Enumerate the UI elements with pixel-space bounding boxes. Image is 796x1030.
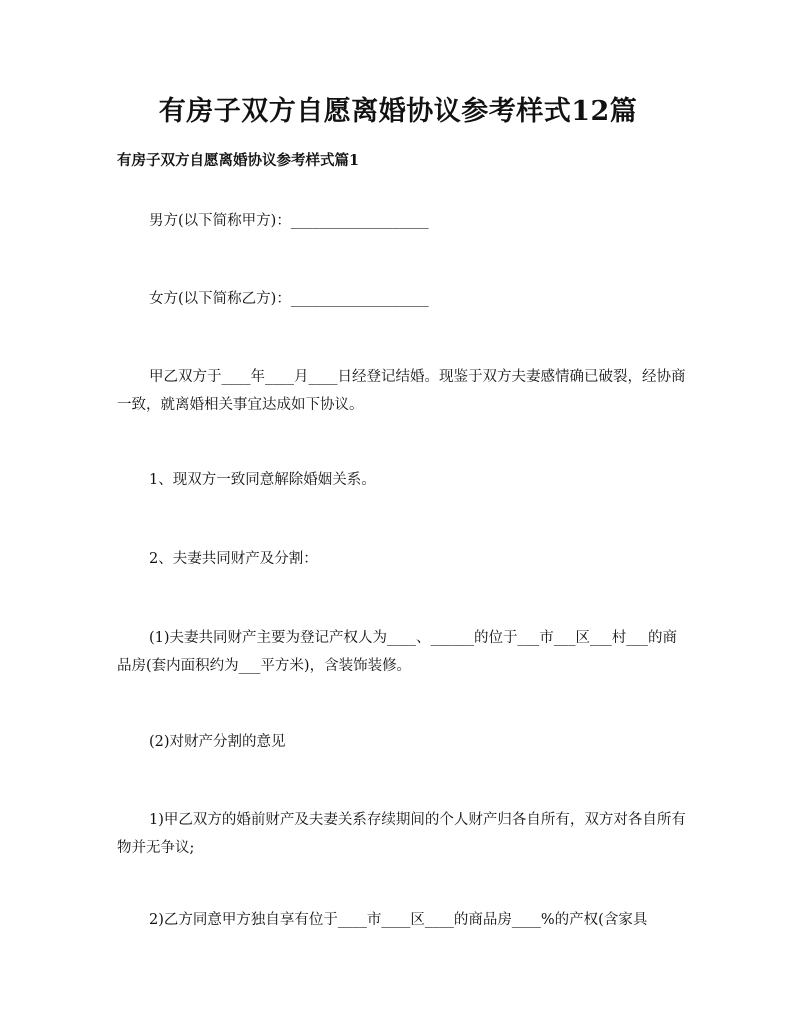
paragraph-clause-2: 2、夫妻共同财产及分割： xyxy=(149,551,318,567)
paragraph-male-party: 男方(以下简称甲方)：___________________ xyxy=(149,213,429,229)
paragraph-clause-2-1: (1)夫妻共同财产主要为登记产权人为____、______的位于___市___区___村___的商品房(套内面积约为___平方米)，含装饰装修。 xyxy=(117,630,678,674)
paragraph-clause-2-2-2: 2)乙方同意甲方独自享有位于____市____区____的商品房____%的产权(含家具 xyxy=(149,912,648,928)
paragraph-clause-2-2: (2)对财产分割的意见 xyxy=(149,734,286,750)
section-heading: 有房子双方自愿离婚协议参考样式篇1 xyxy=(117,152,360,169)
paragraph-clause-2-2-1: 1)甲乙双方的婚前财产及夫妻关系存续期间的个人财产归各自所有，双方对各自所有物并无争议; xyxy=(117,812,686,856)
document-title: 有房子双方自愿离婚协议参考样式12篇 xyxy=(158,96,638,127)
paragraph-female-party: 女方(以下简称乙方)：___________________ xyxy=(149,291,429,307)
paragraph-intro: 甲乙双方于____年____月____日经登记结婚。现鉴于双方夫妻感情确已破裂，经协商一致，就离婚相关事宜达成如下协议。 xyxy=(117,369,686,413)
paragraph-clause-1: 1、现双方一致同意解除婚姻关系。 xyxy=(149,472,376,488)
